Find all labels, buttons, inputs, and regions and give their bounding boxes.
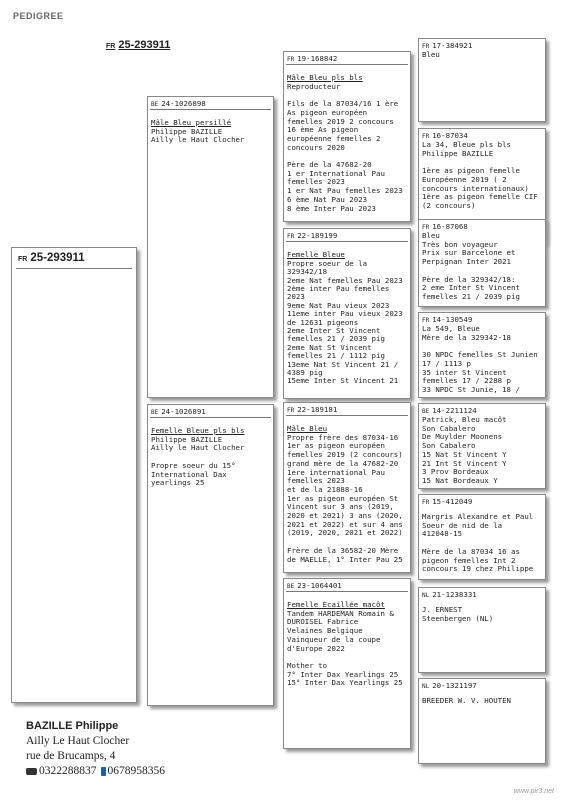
breeder-contact <box>26 764 165 779</box>
dd-name: Femelle Écaillée macôt <box>287 601 385 609</box>
g7-ring <box>419 588 545 600</box>
g8-details: BREEDER W. V. HOUTEN <box>422 697 511 705</box>
breeder-street: rue de Brucamps, 4 <box>26 750 116 762</box>
sd-ring-number: 22-189199 <box>297 231 338 240</box>
main-bird-ring <box>12 248 136 268</box>
breeder-city: Ailly Le Haut Clocher <box>26 735 130 747</box>
sire-details: Philippe BAZILLE Ailly le Haut Clocher <box>151 127 245 145</box>
sire-name: Mâle Bleu persillé <box>151 119 232 127</box>
sd-name: Femelle Bleue <box>287 251 345 259</box>
g6-country: FR <box>422 499 430 506</box>
ds-details: Propre frère des 87034-16 1er as pigeon européen femelles 2019 (2 concours) grand mère de la 47682-20 1ere international Pau femelles 2023 et de la 21888-16 1er as pigeon européen St Vincent sur 3 ans (2019, 2020 et 2021) 3 ans (2020, 2021 et 2022) et sur 4 ans (2019, 2020, 2021 et 2022) Frère de la 36582-20 Mère de MAELLE, 1° Inter Pau 25 <box>287 433 403 564</box>
g4-details: La 549, Bleue Mère de la 329342-18 30 NPDC femelles St Junien 17 / 1113 p 35 inter St Vincent femelles 17 / 2288 p 33 NPDC St Junie, 18 / <box>422 325 538 394</box>
ss-ring-number: 19-168842 <box>297 54 338 63</box>
g8-ring-number: 20-1321197 <box>432 681 477 690</box>
breeder-phone: 0322288837 <box>39 765 97 777</box>
g4-country: FR <box>422 317 430 324</box>
ss-details: Reproducteur Fils de la 87034/16 1 ère As pigeon européen femelles 2019 2 concours 16 ème As pigeon européenne femelles 2 concours 2020 Père de la 47682-20 1 er International Pau femelles 2023 1 er Nat Pau femelles 2023 6 ème Nat Pau 2023 8 ème Inter Pau 2023 <box>287 82 403 213</box>
sire-card <box>147 96 274 398</box>
main-bird-card <box>11 247 137 703</box>
sd-details: Propre soeur de la 329342/18 2eme Nat femelles Pau 2023 2ème inter Pau femelles 2023 9eme Nat Pau vieux 2023 11eme inter Pau vieux 2023 de 12631 pigeons 2eme Inter St Vincent femelles 21 / 2039 pig 2eme Nat St Vincent femelles 21 / 1112 pig 13eme Nat St Vincent 21 / 4389 pig 15eme Inter St Vincent 21 <box>287 259 403 386</box>
g7-details: J. ERNEST Steenbergen (NL) <box>422 606 494 623</box>
breeder-name: BAZILLE Philippe <box>26 720 119 732</box>
ggp4-card <box>418 312 546 398</box>
breeder-info <box>26 719 165 779</box>
g5-ring <box>419 404 545 416</box>
ggp7-card <box>418 587 546 673</box>
g6-ring <box>419 495 545 507</box>
g2-ring <box>419 129 545 141</box>
page-header: PEDIGREE <box>13 11 64 21</box>
g7-country: NL <box>422 592 430 599</box>
g3-ring <box>419 220 545 232</box>
ss-country: FR <box>287 56 295 63</box>
dam-country: BE <box>151 409 159 416</box>
ds-name: Mâle Bleu <box>287 425 328 433</box>
g8-ring <box>419 679 545 691</box>
ggp6-card <box>418 494 546 580</box>
g5-ring-number: 14-2211124 <box>432 406 477 415</box>
ggp5-card <box>418 403 546 489</box>
g2-details: La 34, Bleue pls bls Philippe BAZILLE 1ère as pigeon femelle Européenne 2019 ( 2 concours internationaux) 1ère as pigeon femelle CIF (2 concours) <box>422 141 538 210</box>
grandsire-paternal-card <box>283 51 411 222</box>
g4-ring <box>419 313 545 325</box>
ss-name: Mâle Bleu pls bls <box>287 74 363 82</box>
sd-country: FR <box>287 233 295 240</box>
g5-country: BE <box>422 408 430 415</box>
g5-details: Patrick, Bleu macôt Son Cabalero De Muylder Moonens Son Cabalero 15 Nat St Vincent Y 21 Int St Vincent Y 3 Prov Bordeaux 15 Nat Bordeaux Y <box>422 416 507 485</box>
g1-ring-number: 17-384921 <box>432 41 473 50</box>
g1-ring <box>419 39 545 51</box>
g6-ring-number: 15-412049 <box>432 497 473 506</box>
dam-details: Philippe BAZILLE Ailly le Haut Clocher Propre soeur du 15° International Dax yearlings 25 <box>151 435 245 488</box>
dd-details: Tandem HARDEMAN Romain & DUROISEL Fabrice Velaines Belgique Vainqueur de la coupe d'Europe 2022 Mother to 7° Inter Dax Yearlings 25 15° Inter Dax Yearlings 25 <box>287 609 403 688</box>
g6-details: Margris Alexandre et Paul Soeur de nid de la 412048-15 Mère de la 87034 16 as pigeon femelles Int 2 concours 19 chez Philippe <box>422 513 534 574</box>
g8-country: NL <box>422 683 430 690</box>
subject-ring <box>106 39 170 51</box>
breeder-mobile: 0678958356 <box>107 765 165 777</box>
g2-country: FR <box>422 133 430 140</box>
subject-ring-number: 25-293911 <box>118 39 171 51</box>
dd-country: BE <box>287 583 295 590</box>
sire-ring <box>148 97 273 109</box>
ggp1-card <box>418 38 546 122</box>
ss-ring <box>284 52 410 64</box>
ggp8-card <box>418 678 546 764</box>
granddam-maternal-card <box>283 578 411 749</box>
g3-details: Bleu Très bon voyageur Prix sur Barcelone et Perpignan Inter 2021 Père de la 329342/18: 2 eme Inter St Vincent femelles 21 / 2039 pig <box>422 232 520 301</box>
dam-ring-number: 24-1026891 <box>161 407 206 416</box>
subject-country: FR <box>106 43 116 50</box>
g2-ring-number: 16-87034 <box>432 131 468 140</box>
dd-ring <box>284 579 410 591</box>
g1-country: FR <box>422 43 430 50</box>
ggp3-card <box>418 219 546 307</box>
granddam-paternal-card <box>283 228 411 399</box>
g3-country: FR <box>422 224 430 231</box>
dd-ring-number: 23-1064401 <box>297 581 342 590</box>
phone-icon <box>26 768 37 775</box>
g1-details: Bleu <box>422 51 440 59</box>
g7-ring-number: 21-1238331 <box>432 590 477 599</box>
ds-ring <box>284 403 410 415</box>
main-bird-country: FR <box>18 256 28 263</box>
dam-name: Femelle Bleue pls bls <box>151 427 245 435</box>
mobile-icon <box>101 767 106 776</box>
watermark: www.pir3.net <box>513 788 554 795</box>
sire-country: BE <box>151 101 159 108</box>
dam-card <box>147 404 274 706</box>
sd-ring <box>284 229 410 241</box>
g3-ring-number: 16-87068 <box>432 222 468 231</box>
ds-country: FR <box>287 407 295 414</box>
g4-ring-number: 14-130549 <box>432 315 473 324</box>
grandsire-maternal-card <box>283 402 411 573</box>
ds-ring-number: 22-189181 <box>297 405 338 414</box>
dam-ring <box>148 405 273 417</box>
sire-ring-number: 24-1026898 <box>161 99 206 108</box>
main-bird-ring-number: 25-293911 <box>30 252 85 264</box>
